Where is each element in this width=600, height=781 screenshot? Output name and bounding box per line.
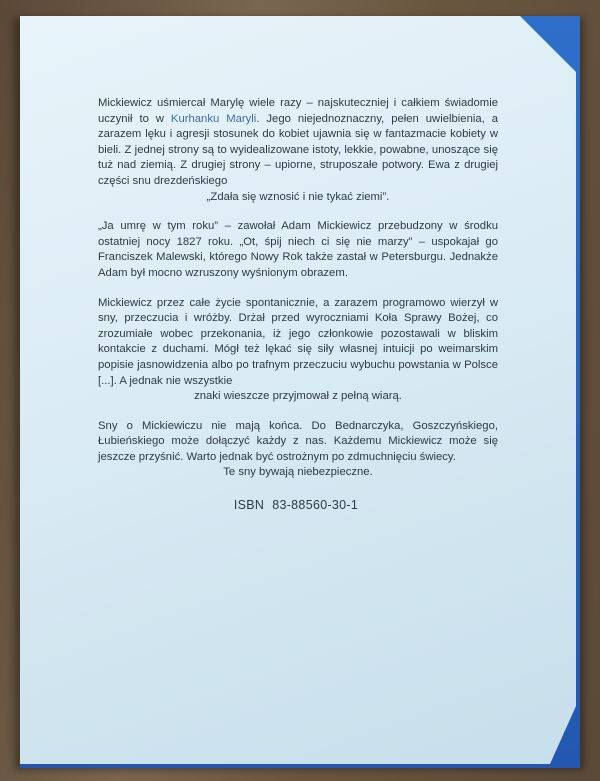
paragraph-1-quote: „Zdała się wznosić i nie tykać ziemi”.	[206, 190, 390, 203]
paragraph-1-text-b: . Jego niejednoznaczny, pełen uwielbienia, a zarazem lęku i agresji stosunek do kobiet ujawnia się w fantazmacie kobiety w bieli. Z jednej strony są to wyidealizowane istoty, lekkie, powabne, unoszące się tuż nad ziemią. Z drugiej strony – upiorne, struposzałe potwory. Ewa z drugiej części snu drezdeńskiego	[98, 112, 499, 187]
blurb-text	[98, 96, 498, 495]
isbn-number: 83-88560-30-1	[272, 498, 359, 512]
paragraph-1-text-a: Mickiewicz uśmiercał Marylę wiele razy – najskuteczniej i całkiem świadomie uczynił to w	[98, 97, 498, 125]
title-kurhanek-maryli: Kurhanku Maryli	[170, 112, 257, 125]
paragraph-4: Sny o Mickiewiczu nie mają końca. Do Bednarczyka, Goszczyńskiego, Łubieńskiego może dołączyć każdy z nas. Każdemu Mickiewicz może się jeszcze przyśnić. Warto jednak być ostrożnym po zdmuchnięciu świecy.	[98, 419, 498, 463]
paragraph-1	[98, 96, 498, 190]
paragraph-3: Mickiewicz przez całe życie spontanicznie, a zarazem programowo wierzył w sny, przeczucia i wróżby. Drżał przed wyroczniami Koła Sprawy Bożej, co zrozumiałe wobec przekonania, iż jego członkowie pozostawali w bliskim kontakcie z duchami. Mógł też lękać się siły własnej intuicji po weimarskim popisie jasnowidzenia albo po trafnym przeczuciu wybuchu powstania w Polsce [...]. A jednak nie wszystkie	[98, 296, 498, 387]
paragraph-4-end: Te sny bywają niebezpieczne.	[223, 466, 373, 479]
paragraph-2: „Ja umrę w tym roku” – zawołał Adam Mickiewicz przebudzony w środku ostatniej nocy 1827 roku. „Ot, śpij niech ci się nie marzy” – uspokajał go Franciszek Malewski, którego Nowy Rok także zastał w Petersburgu. Jednakże Adam był mocno wzruszony wyśnionym obrazem.	[98, 220, 498, 279]
isbn-label: ISBN	[233, 498, 265, 512]
isbn-line	[0, 498, 600, 512]
paragraph-3-end: znaki wieszcze przyjmował z pełną wiarą.	[194, 390, 402, 403]
